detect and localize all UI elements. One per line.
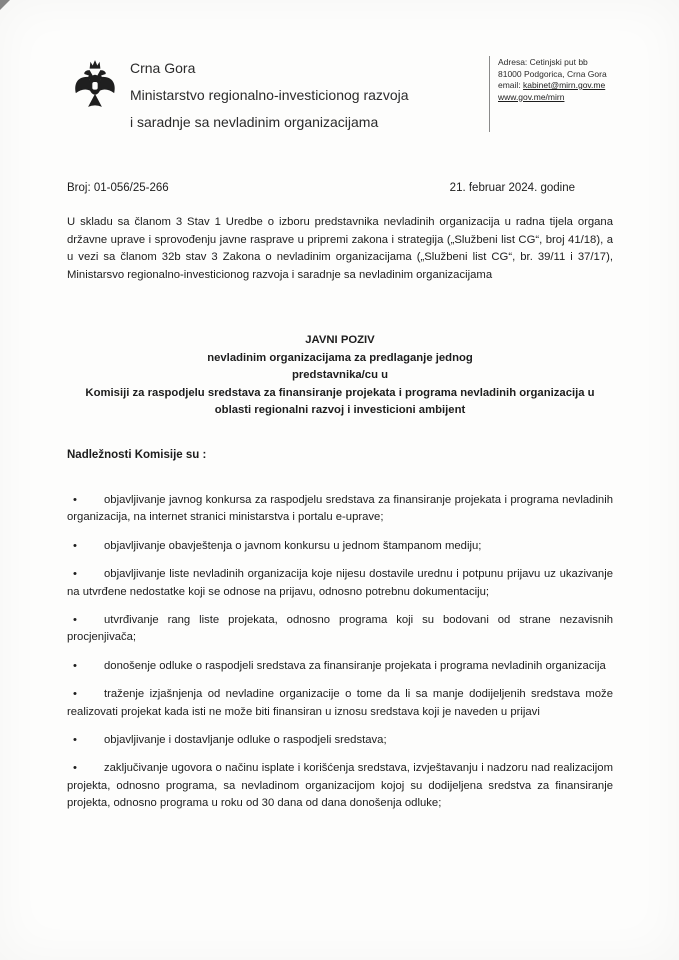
address-block [498, 57, 653, 103]
ministry-name-line1: Ministarstvo regionalno-investicionog razvoja [130, 87, 409, 103]
website-link[interactable]: www.gov.me/mirn [498, 91, 565, 102]
competencies-list [67, 492, 613, 824]
list-item [67, 686, 613, 721]
title-subtitle-1: nevladinim organizacijama za predlaganje jednog [207, 351, 473, 364]
address-email-line [498, 80, 653, 92]
list-item-text: objavljivanje obavještenja o javnom konkursu u jednom štampanom mediju; [104, 539, 482, 552]
ministry-header [130, 60, 480, 141]
address-line2: 81000 Podgorica, Crna Gora [498, 68, 607, 79]
list-item [67, 612, 613, 647]
bullet-marker: • [73, 734, 77, 747]
document-date: 21. februar 2024. godine [449, 182, 575, 194]
meta-row [67, 182, 575, 194]
intro-paragraph: U skladu sa članom 3 Stav 1 Uredbe o izboru predstavnika nevladinih organizacija u radna tijela organa državne uprave i sprovođenju javne rasprave u pripremi zakona i strategija („Službeni list CG“, broj 41/18), a u vezi sa članom 32b stav 3 Zakona o nevladinim organizacijama („Službeni list CG“, br. 39/11 i 37/17), Ministarsvo regionalno-investicionog razvoja i saradnje sa nevladinim organizacijama [67, 216, 613, 281]
scan-artifact [0, 0, 10, 10]
list-item [67, 492, 613, 527]
list-item-text: donošenje odluke o raspodjeli sredstava za finansiranje projekata i programa nevladinih organizacija [104, 659, 606, 672]
list-item-text: objavljivanje i dostavljanje odluke o raspodjeli sredstava; [104, 734, 387, 747]
list-item-text: objavljivanje javnog konkursa za raspodjelu sredstava za finansiranje projekata i programa nevladinih organizacija, na internet stranici ministarstva i portalu e-uprave; [67, 494, 613, 524]
bullet-marker: • [73, 539, 77, 552]
bullet-marker: • [73, 494, 77, 506]
document-number: Broj: 01-056/25-266 [67, 182, 169, 194]
bullet-marker: • [73, 614, 77, 627]
list-item-text: traženje izjašnjenja od nevladine organizacije o tome da li sa manje dodijeljenih sredstava može realizovati projekat kada isti ne može biti finansiran u iznosu sredstava koji je naveden u prijavi [67, 688, 613, 718]
montenegro-coat-of-arms-icon [72, 58, 118, 116]
list-item-text: objavljivanje liste nevladinih organizacija koje nijesu dostavile urednu i potpunu prijavu uz ukazivanje na utvrđene nedostatke koji se odnose na prijavu, odnosno potrebnu dokumentaciju; [67, 568, 613, 598]
list-item [67, 732, 613, 749]
list-item [67, 538, 613, 555]
section-heading: Nadležnosti Komisije su : [67, 449, 207, 461]
document-title: JAVNI POZIV [305, 334, 375, 346]
list-item-text: utvrđivanje rang liste projekata, odnosno programa koji su bodovani od strane nezavisnih procjenjivača; [67, 614, 613, 644]
email-link[interactable]: kabinet@mirn.gov.me [523, 80, 606, 90]
title-subtitle-3: Komisiji za raspodjelu sredstava za finansiranje projekata i programa nevladinih organizacija u oblasti regionalni razvoj i investicioni ambijent [85, 386, 595, 417]
list-item-text: zaključivanje ugovora o načinu isplate i korišćenja sredstava, izvještavanju i nadzoru nad realizacijom projekta, odnosno programa, sa nevladinom organizacijom kojoj su dodijeljena sredstva za finansiranje projekta, odnosno programa u roku od 30 dana od dana donošenja odluke; [67, 762, 613, 810]
address-website-line [498, 92, 653, 104]
list-item [67, 566, 613, 601]
bullet-marker: • [73, 659, 77, 672]
list-item [67, 658, 613, 675]
country-name: Crna Gora [130, 60, 196, 76]
address-line1: Adresa: Cetinjski put bb [498, 57, 588, 67]
bullet-marker: • [73, 688, 77, 701]
title-subtitle-2: predstavnika/cu u [291, 369, 389, 382]
email-label: email: [498, 80, 524, 90]
header-divider [489, 56, 490, 132]
list-item [67, 760, 613, 812]
bullet-marker: • [73, 568, 77, 581]
bullet-marker: • [73, 762, 77, 775]
title-block [67, 332, 613, 420]
ministry-name-line2: i saradnje sa nevladinim organizacijama [130, 114, 379, 130]
